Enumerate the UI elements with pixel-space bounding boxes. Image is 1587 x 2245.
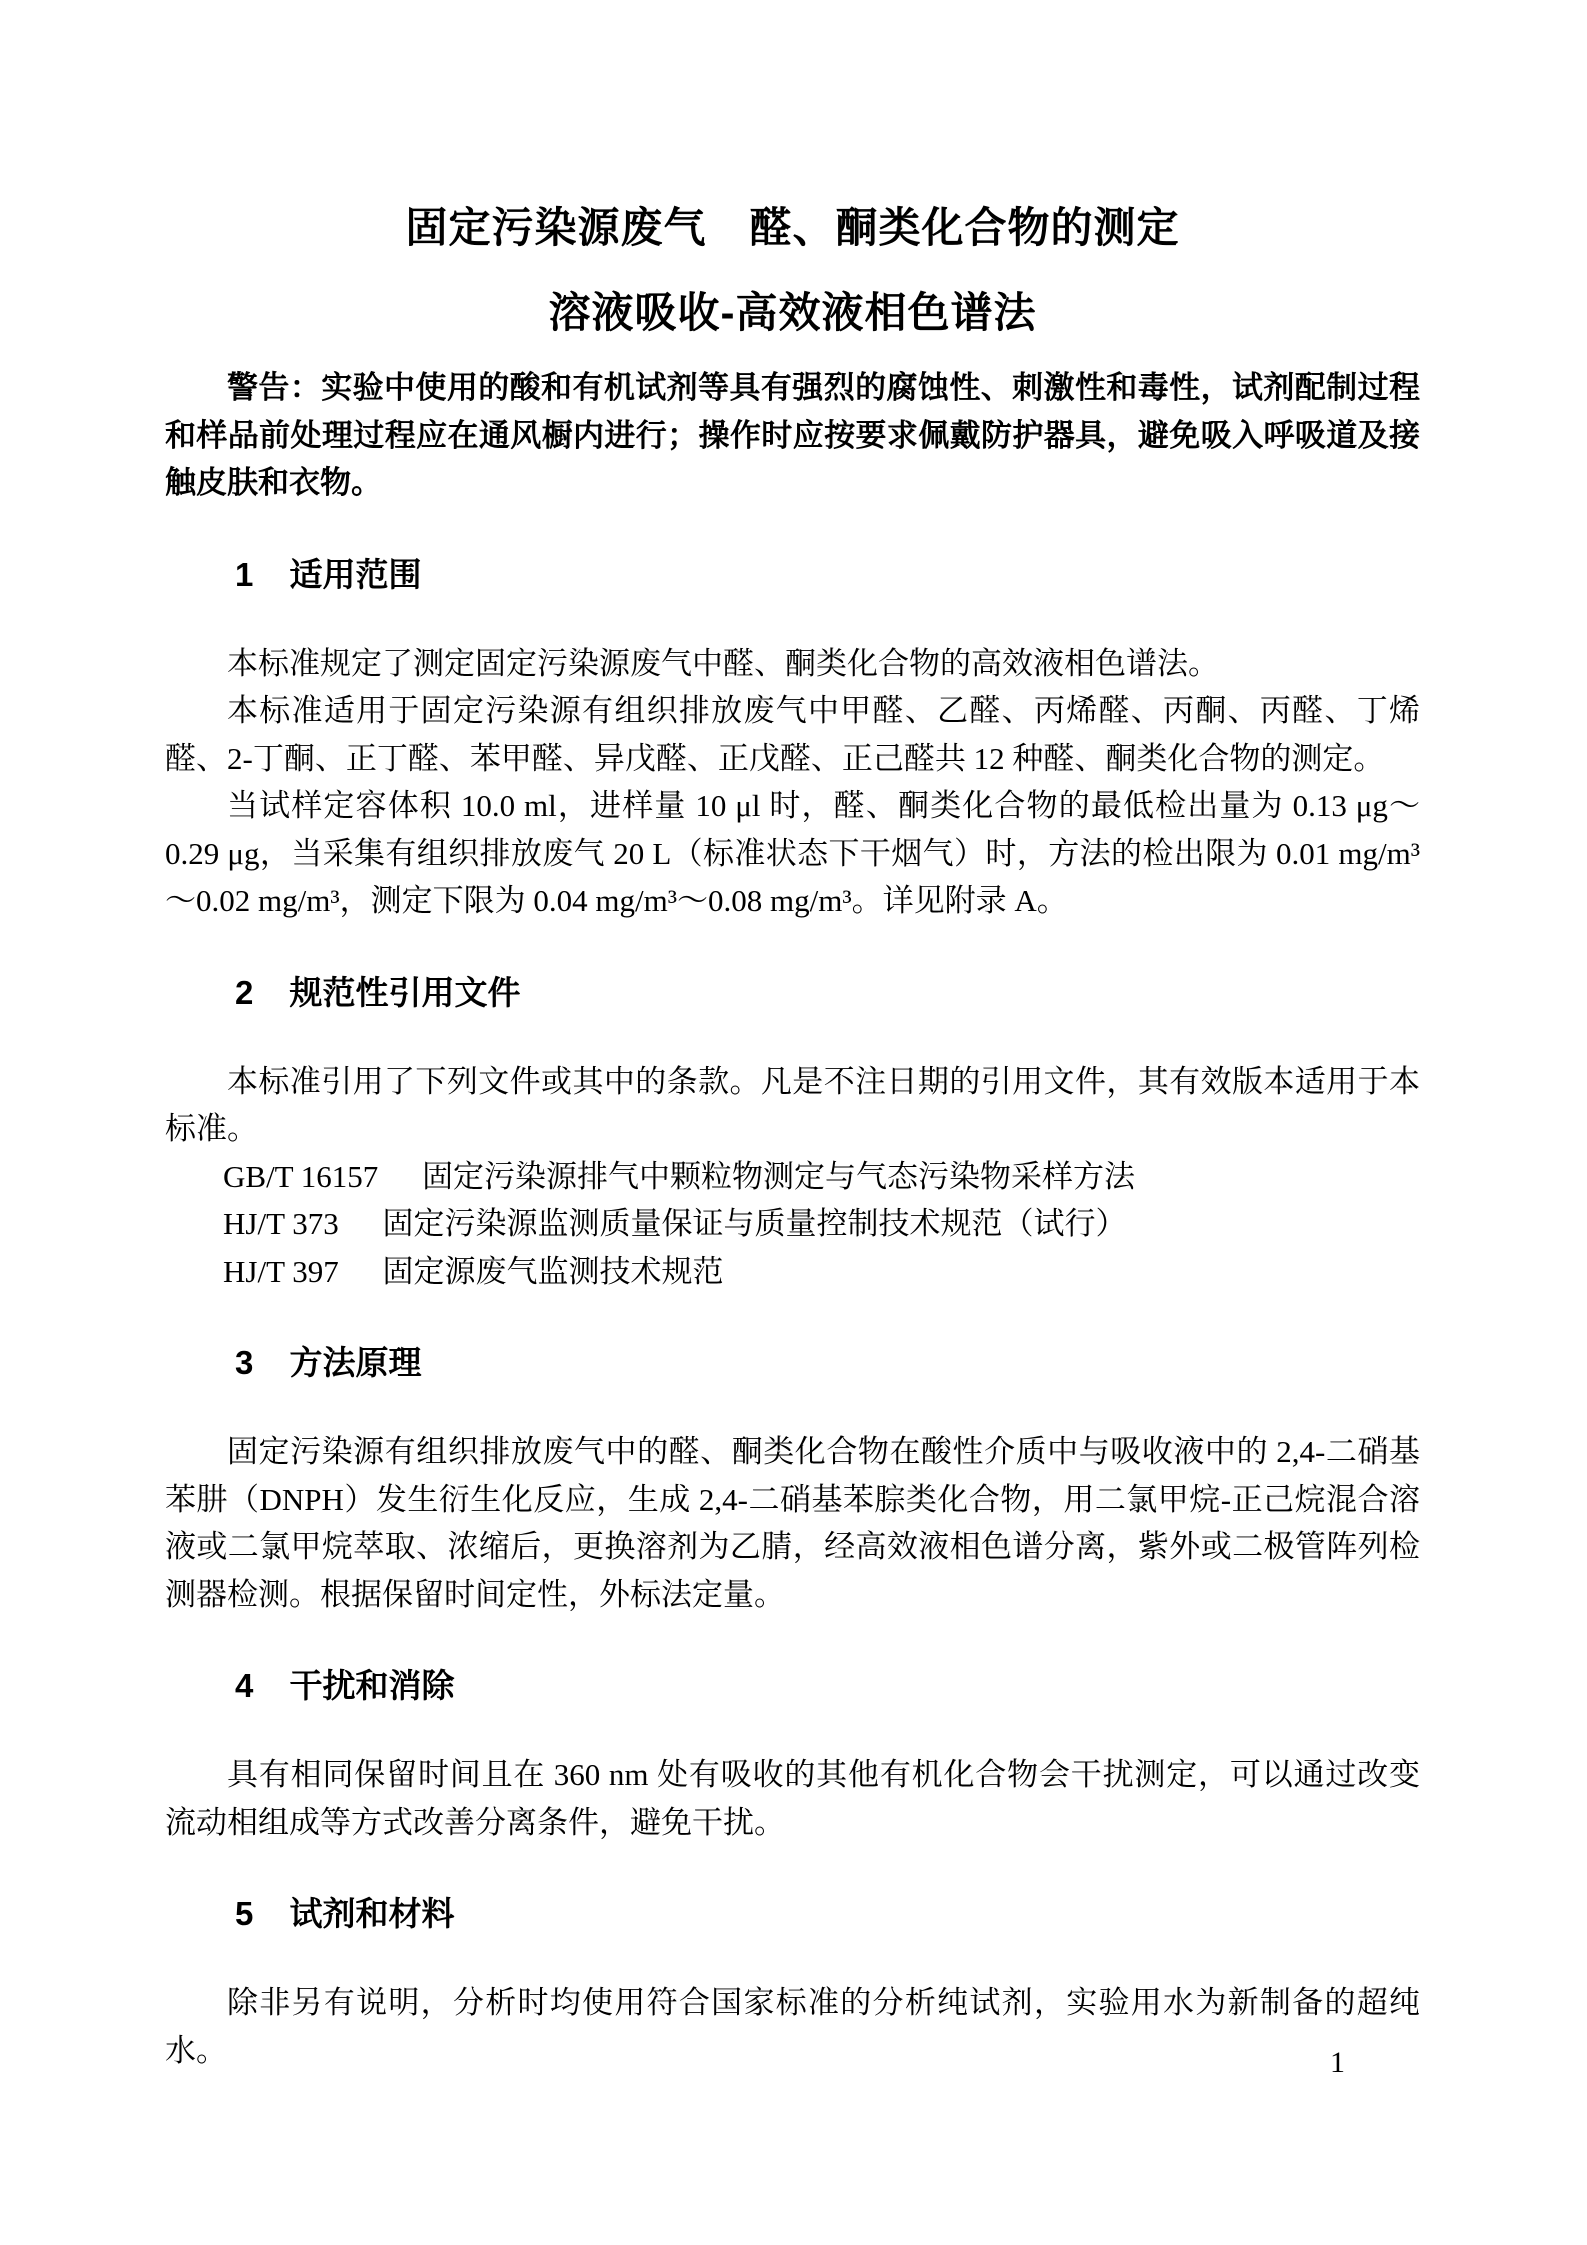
page-number: 1	[1330, 2046, 1345, 2079]
paragraph: 具有相同保留时间且在 360 nm 处有吸收的其他有机化合物会干扰测定，可以通过改变流动相组成等方式改善分离条件，避免干扰。	[165, 1757, 1420, 1840]
reference-code: HJ/T 373	[223, 1206, 339, 1241]
section-heading-scope	[165, 551, 1420, 599]
reference-title: 固定污染源监测质量保证与质量控制技术规范（试行）	[382, 1206, 1127, 1241]
document-title-line2: 溶液吸收-高效液相色谱法	[548, 289, 1037, 336]
section-number: 5	[235, 1895, 254, 1932]
section-interference-elimination	[165, 1662, 1420, 1846]
reference-item	[165, 1153, 1420, 1201]
reference-item	[165, 1200, 1420, 1248]
section-number: 1	[235, 555, 254, 593]
paragraph: 本标准引用了下列文件或其中的条款。凡是不注日期的引用文件，其有效版本适用于本标准。	[165, 1063, 1420, 1146]
reference-code: GB/T 16157	[223, 1158, 379, 1194]
section-label: 试剂和材料	[289, 1895, 455, 1932]
section-heading-interference-elimination	[165, 1662, 1420, 1710]
document-title-line1: 固定污染源废气 醛、酮类化合物的测定	[405, 204, 1180, 251]
section-method-principle	[165, 1339, 1420, 1618]
section-reagents-materials	[165, 1890, 1420, 2074]
paragraph: 当试样定容体积 10.0 ml，进样量 10 μl 时，醛、酮类化合物的最低检出量为 0.13 μg～0.29 μg，当采集有组织排放废气 20 L（标准状态下干烟气）时，方法的检出限为 0.01 mg/m³～0.02 mg/m³，测定下限为 0.04 mg/m³～0.08 mg/m³。详见附录 A。	[165, 788, 1420, 918]
paragraph: 固定污染源有组织排放废气中的醛、酮类化合物在酸性介质中与吸收液中的 2,4-二硝基苯肼（DNPH）发生衍生化反应，生成 2,4-二硝基苯腙类化合物，用二氯甲烷-正己烷混合溶液或二氯甲烷萃取、浓缩后，更换溶剂为乙腈，经高效液相色谱分离，紫外或二极管阵列检测器检测。根据保留时间定性，外标法定量。	[165, 1434, 1420, 1612]
section-label: 方法原理	[289, 1344, 422, 1381]
section-label: 规范性引用文件	[289, 973, 521, 1011]
paragraph: 本标准适用于固定污染源有组织排放废气中甲醛、乙醛、丙烯醛、丙酮、丙醛、丁烯醛、2-丁酮、正丁醛、苯甲醛、异戊醛、正戊醛、正己醛共 12 种醛、酮类化合物的测定。	[165, 693, 1420, 776]
paragraph: 本标准规定了测定固定污染源废气中醛、酮类化合物的高效液相色谱法。	[227, 645, 1219, 681]
section-normative-references	[165, 969, 1420, 1296]
section-scope	[165, 551, 1420, 925]
section-heading-reagents-materials	[165, 1890, 1420, 1938]
reference-item	[165, 1248, 1420, 1296]
warning-paragraph: 警告：实验中使用的酸和有机试剂等具有强烈的腐蚀性、刺激性和毒性，试剂配制过程和样品前处理过程应在通风橱内进行；操作时应按要求佩戴防护器具，避免吸入呼吸道及接触皮肤和衣物。	[165, 370, 1420, 500]
section-label: 适用范围	[289, 555, 422, 593]
section-label: 干扰和消除	[289, 1667, 455, 1704]
reference-title: 固定源废气监测技术规范	[382, 1253, 724, 1289]
section-number: 2	[235, 973, 254, 1011]
reference-title: 固定污染源排气中颗粒物测定与气态污染物采样方法	[422, 1158, 1136, 1194]
paragraph: 除非另有说明，分析时均使用符合国家标准的分析纯试剂，实验用水为新制备的超纯水。	[165, 1985, 1420, 2068]
reference-code: HJ/T 397	[223, 1253, 339, 1289]
section-heading-normative-references	[165, 969, 1420, 1017]
section-number: 4	[235, 1667, 254, 1704]
section-heading-method-principle	[165, 1339, 1420, 1387]
section-number: 3	[235, 1344, 254, 1381]
